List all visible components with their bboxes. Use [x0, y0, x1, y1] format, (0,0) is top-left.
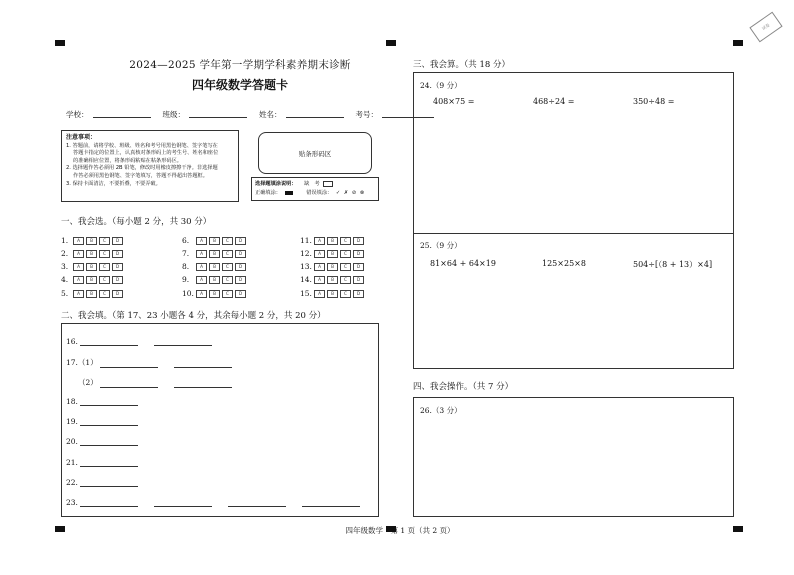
option-bubble-b[interactable]: B [327, 290, 338, 298]
question-number: 22. [66, 478, 78, 487]
alignment-mark-bottom-left [55, 526, 65, 532]
option-bubble-a[interactable]: A [73, 250, 84, 258]
question-number: 16. [66, 337, 78, 346]
choice-question-2 [61, 249, 125, 258]
option-bubble-b[interactable]: B [209, 263, 220, 271]
choice-question-5 [61, 289, 125, 298]
answer-blank[interactable] [80, 499, 138, 507]
option-bubble-b[interactable]: B [209, 276, 220, 284]
answer-blank[interactable] [80, 459, 138, 467]
option-bubble-a[interactable]: A [314, 290, 325, 298]
answer-blank[interactable] [80, 338, 138, 346]
option-bubble-b[interactable]: B [86, 276, 97, 284]
fill-instructions-title: 选择题填涂说明： [255, 181, 297, 187]
option-bubble-c[interactable]: C [99, 250, 110, 258]
notice-item: 2. 选择题作答必须用 2B 铅笔，修改时用橡皮擦擦干净。非选择题 [66, 165, 218, 172]
answer-row-20 [66, 437, 138, 446]
answer-row-17-2 [78, 377, 232, 388]
question-number: 9. [182, 275, 190, 284]
answer-row-17-1 [66, 357, 232, 368]
option-bubble-c[interactable]: C [340, 237, 351, 245]
alignment-mark-top-center [386, 40, 396, 46]
choice-question-7 [182, 249, 248, 258]
question-number: 21. [66, 458, 78, 467]
option-bubble-b[interactable]: B [327, 276, 338, 284]
answer-blank[interactable] [100, 380, 158, 388]
option-bubble-c[interactable]: C [340, 263, 351, 271]
option-bubble-a[interactable]: A [73, 237, 84, 245]
answer-blank[interactable] [154, 499, 212, 507]
option-bubble-b[interactable]: B [209, 237, 220, 245]
answer-blank[interactable] [80, 418, 138, 426]
question-number: 17.（1） [66, 358, 98, 367]
q24-expression-2: 468÷24 = [533, 97, 575, 106]
option-bubble-c[interactable]: C [222, 290, 233, 298]
choice-question-14 [300, 275, 366, 284]
option-bubble-b[interactable]: B [86, 290, 97, 298]
student-info-row [66, 109, 434, 120]
option-bubble-b[interactable]: B [86, 237, 97, 245]
option-bubble-c[interactable]: C [222, 250, 233, 258]
question-number: 1. [61, 236, 69, 245]
q25-expression-3: 504÷[（8 + 13）×4] [633, 260, 713, 269]
option-bubble-c[interactable]: C [99, 263, 110, 271]
question-number: 5. [61, 289, 69, 298]
section1-title: 一、我会选。（每小题 2 分，共 30 分） [61, 217, 212, 227]
answer-blank[interactable] [80, 438, 138, 446]
choice-question-4 [61, 275, 125, 284]
question-number: 15. [300, 289, 312, 298]
question-25-label: 25.（9 分） [420, 241, 462, 250]
option-bubble-a[interactable]: A [196, 250, 207, 258]
option-bubble-c[interactable]: C [222, 237, 233, 245]
option-bubble-d[interactable]: D [353, 263, 364, 271]
option-bubble-c[interactable]: C [340, 276, 351, 284]
question-number: 6. [182, 236, 190, 245]
option-bubble-c[interactable]: C [222, 263, 233, 271]
name-label: 姓名： [259, 110, 282, 119]
answer-blank[interactable] [80, 479, 138, 487]
option-bubble-a[interactable]: A [196, 276, 207, 284]
question-24-label: 24.（9 分） [420, 81, 462, 90]
q24-expression-3: 350÷48 = [633, 97, 675, 106]
option-bubble-a[interactable]: A [196, 263, 207, 271]
notice-item: 1. 答题前，请将学校、班级、姓名和考号用黑色钢笔、签字笔写在 [66, 142, 218, 149]
option-bubble-a[interactable]: A [314, 250, 325, 258]
page-footer: 四年级数学 第 1 页（共 2 页） [345, 526, 455, 535]
question-number: 3. [61, 262, 69, 271]
answer-row-22 [66, 478, 138, 487]
wrong-fill-examples: ✓ ✗ ⊘ ⊗ [335, 190, 366, 196]
calculation-divider [413, 233, 734, 234]
school-label: 学校： [66, 110, 89, 119]
q25-work-area[interactable] [420, 274, 728, 364]
name-field[interactable] [286, 109, 344, 118]
missing-exam-label: 缺 考 [304, 181, 320, 187]
question-number: 18. [66, 397, 78, 406]
answer-blank[interactable] [100, 360, 158, 368]
option-bubble-a[interactable]: A [73, 263, 84, 271]
option-bubble-a[interactable]: A [314, 263, 325, 271]
choice-question-1 [61, 236, 125, 245]
question-number: 20. [66, 437, 78, 446]
exam-title: 2024—2025 学年第一学期学科素养期末诊断 [129, 59, 351, 71]
notice-box [61, 130, 239, 202]
option-bubble-d[interactable]: D [353, 276, 364, 284]
option-bubble-d[interactable]: D [235, 290, 246, 298]
question-number: 12. [300, 249, 312, 258]
q24-expression-1: 408×75 = [433, 97, 475, 106]
option-bubble-d[interactable]: D [235, 276, 246, 284]
option-bubble-c[interactable]: C [222, 276, 233, 284]
question-number: 14. [300, 275, 312, 284]
barcode-area-label: 贴条形码区 [298, 149, 332, 158]
choice-question-6 [182, 236, 248, 245]
option-bubble-d[interactable]: D [112, 263, 123, 271]
question-26-label: 26.（3 分） [420, 406, 462, 415]
option-bubble-b[interactable]: B [86, 250, 97, 258]
question-number: 7. [182, 249, 190, 258]
option-bubble-d[interactable]: D [353, 250, 364, 258]
correct-fill-label: 正确填涂： [255, 190, 281, 196]
question-number: 4. [61, 275, 69, 284]
q25-expression-2: 125×25×8 [542, 259, 586, 268]
question-number: （2） [78, 378, 98, 387]
answer-blank[interactable] [174, 380, 232, 388]
option-bubble-b[interactable]: B [86, 263, 97, 271]
notice-title: 注意事项： [66, 134, 97, 141]
option-bubble-b[interactable]: B [327, 250, 338, 258]
alignment-mark-top-right [733, 40, 743, 46]
fill-instructions-box [251, 177, 379, 201]
missing-exam-checkbox[interactable] [323, 181, 333, 187]
notice-item: 的准确相应位置，将条形码粘贴在粘条形码区。 [73, 157, 182, 164]
q25-expression-1: 81×64 + 64×19 [430, 259, 496, 268]
answer-row-21 [66, 458, 138, 467]
question-number: 11. [300, 236, 312, 245]
section2-title: 二、我会填。（第 17、23 小题各 4 分，其余每小题 2 分，共 20 分） [61, 311, 326, 321]
question-number: 10. [182, 289, 194, 298]
question-number: 2. [61, 249, 69, 258]
option-bubble-a[interactable]: A [73, 290, 84, 298]
corner-stamp: 试卷 [749, 12, 782, 43]
alignment-mark-top-left [55, 40, 65, 46]
alignment-mark-bottom-right [733, 526, 743, 532]
wrong-fill-label: 错误填涂： [306, 190, 333, 196]
answer-blank[interactable] [154, 338, 212, 346]
notice-item: 答题卡指定的位置上，认真核对条形码上的考生号、姓名和座位 [73, 150, 219, 157]
option-bubble-a[interactable]: A [196, 237, 207, 245]
option-bubble-a[interactable]: A [314, 237, 325, 245]
option-bubble-c[interactable]: C [99, 276, 110, 284]
choice-question-12 [300, 249, 366, 258]
section4-title: 四、我会操作。（共 7 分） [413, 382, 514, 392]
answer-blank[interactable] [302, 499, 360, 507]
school-field[interactable] [93, 109, 151, 118]
option-bubble-d[interactable]: D [235, 263, 246, 271]
answer-blank[interactable] [174, 360, 232, 368]
option-bubble-c[interactable]: C [340, 290, 351, 298]
option-bubble-d[interactable]: D [112, 290, 123, 298]
choice-question-3 [61, 262, 125, 271]
correct-fill-example [285, 191, 293, 195]
option-bubble-d[interactable]: D [353, 237, 364, 245]
section3-title: 三、我会算。（共 18 分） [413, 60, 510, 70]
barcode-area[interactable] [258, 132, 372, 174]
option-bubble-c[interactable]: C [99, 290, 110, 298]
choice-question-11 [300, 236, 366, 245]
class-field[interactable] [189, 109, 247, 118]
choice-question-8 [182, 262, 248, 271]
choice-question-10 [182, 289, 248, 298]
answer-row-16 [66, 337, 212, 346]
option-bubble-c[interactable]: C [340, 250, 351, 258]
option-bubble-c[interactable]: C [99, 237, 110, 245]
option-bubble-b[interactable]: B [209, 290, 220, 298]
option-bubble-d[interactable]: D [112, 250, 123, 258]
option-bubble-d[interactable]: D [112, 276, 123, 284]
notice-item: 3. 保持卡面清洁，不要折叠，不要弄破。 [66, 180, 161, 187]
question-number: 19. [66, 417, 78, 426]
class-label: 班级： [162, 110, 185, 119]
option-bubble-a[interactable]: A [196, 290, 207, 298]
question-number: 23. [66, 498, 78, 507]
question-number: 13. [300, 262, 312, 271]
option-bubble-a[interactable]: A [314, 276, 325, 284]
option-bubble-b[interactable]: B [327, 263, 338, 271]
choice-question-9 [182, 275, 248, 284]
option-bubble-d[interactable]: D [235, 237, 246, 245]
answer-row-19 [66, 417, 138, 426]
choice-question-15 [300, 289, 366, 298]
question-number: 8. [182, 262, 190, 271]
exam-number-label: 考号： [355, 110, 378, 119]
option-bubble-a[interactable]: A [73, 276, 84, 284]
option-bubble-d[interactable]: D [235, 250, 246, 258]
option-bubble-d[interactable]: D [353, 290, 364, 298]
answer-sheet-title: 四年级数学答题卡 [191, 78, 288, 92]
option-bubble-b[interactable]: B [327, 237, 338, 245]
option-bubble-d[interactable]: D [112, 237, 123, 245]
option-bubble-b[interactable]: B [209, 250, 220, 258]
notice-item: 作答必须用黑色钢笔、签字笔填写，答题不得超出答题框。 [73, 172, 208, 179]
answer-blank[interactable] [228, 499, 286, 507]
answer-row-18 [66, 397, 138, 406]
answer-blank[interactable] [80, 398, 138, 406]
q24-work-area[interactable] [420, 112, 728, 227]
choice-question-13 [300, 262, 366, 271]
answer-row-23 [66, 498, 360, 507]
